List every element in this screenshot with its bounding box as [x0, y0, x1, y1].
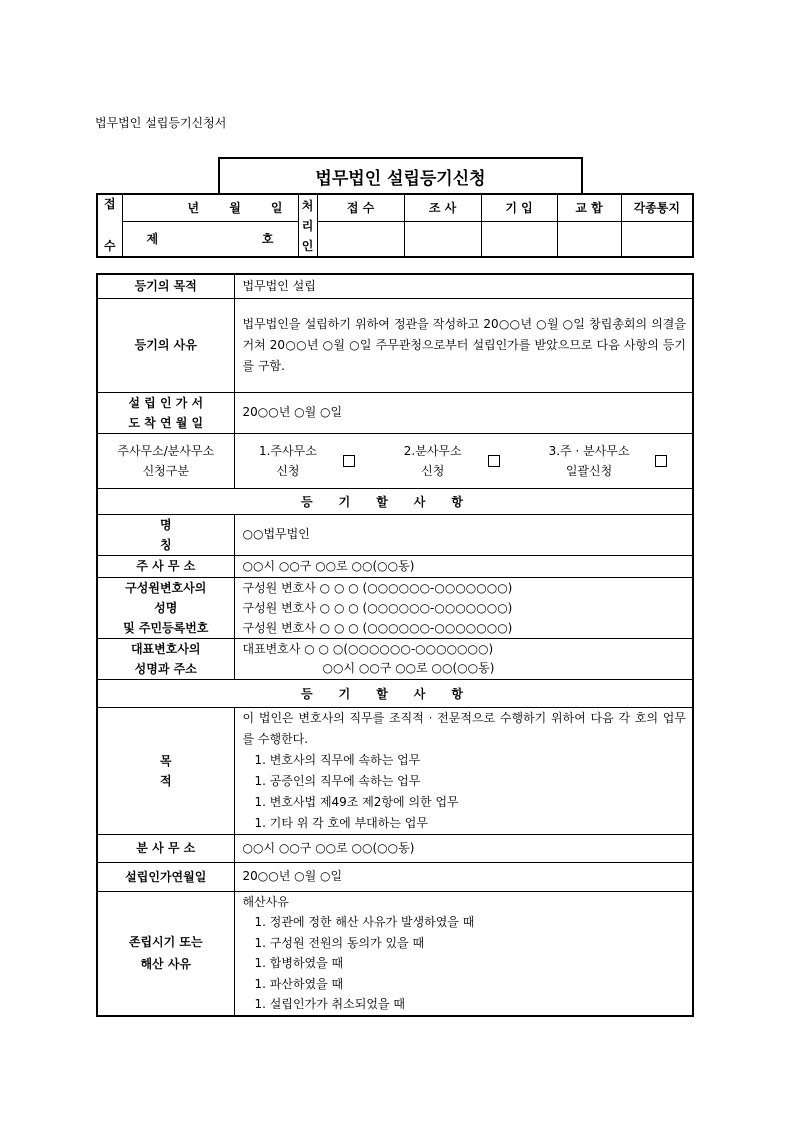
arrival-label-line: 설 립 인 가 서 [128, 395, 204, 410]
arrival-value[interactable]: 20○○년 ○월 ○일 [234, 392, 693, 433]
dissolution-item: 1. 파산하였을 때 [254, 976, 344, 991]
purpose-value[interactable]: 법무법인 설립 [234, 274, 693, 298]
number-suffix: 호 [261, 232, 274, 247]
number-prefix: 제 [146, 232, 159, 247]
col-notice: 각종통지 [621, 194, 693, 221]
dissolution-item: 1. 정관에 정한 해산 사유가 발생하였을 때 [254, 915, 475, 929]
purpose-label: 등기의 목적 [97, 274, 234, 298]
registration-table [96, 273, 694, 1017]
checkbox[interactable] [343, 455, 355, 467]
objective-item: 1. 변호사의 직무에 속하는 업무 [254, 752, 421, 767]
processor-char: 인 [301, 238, 314, 253]
objective-value[interactable] [234, 707, 693, 834]
members-label-line: 구성원변호사의 [125, 580, 207, 595]
option-label: 2.분사무소 [403, 443, 462, 458]
approval-value[interactable]: 20○○년 ○월 ○일 [234, 862, 693, 891]
rep-address: ○○시 ○○구 ○○로 ○○(○○동) [322, 660, 495, 675]
col-receipt: 접 수 [317, 194, 404, 221]
option-main-office[interactable] [259, 441, 355, 481]
office-type-label [97, 433, 234, 488]
branch-value[interactable]: ○○시 ○○구 ○○로 ○○(○○동) [234, 834, 693, 862]
option-label: 일괄신청 [565, 463, 613, 478]
dissolution-label [97, 891, 234, 1016]
rep-name: 대표변호사 ○ ○ ○(○○○○○○-○○○○○○○) [242, 641, 494, 656]
section-heading-2: 등기할사항 [97, 679, 693, 707]
rep-label [97, 638, 234, 679]
date-day: 일 [270, 201, 283, 216]
dissolution-label-line: 해산 사유 [140, 957, 192, 971]
entry-cell[interactable] [481, 221, 557, 257]
approval-label: 설립인가연월일 [97, 862, 234, 891]
office-type-label-line: 신청구분 [142, 463, 189, 478]
name-label: 명 칭 [97, 514, 234, 555]
option-label: 신청 [421, 463, 445, 478]
office-type-label-line: 주사무소/분사무소 [117, 443, 215, 458]
main-office-label: 주 사 무 소 [97, 555, 234, 577]
reason-label: 등기의 사유 [97, 298, 234, 392]
member-entry: 구성원 변호사 ○ ○ ○ (○○○○○○-○○○○○○○) [242, 580, 513, 595]
receipt-table [96, 193, 694, 258]
verify-cell[interactable] [557, 221, 621, 257]
option-label: 신청 [276, 463, 300, 478]
members-label [97, 577, 234, 638]
option-label: 1.주사무소 [258, 443, 317, 458]
rep-label-line: 대표변호사의 [130, 641, 201, 656]
rep-label-line: 성명과 주소 [134, 661, 197, 676]
dissolution-item: 1. 합병하였을 때 [254, 956, 344, 970]
member-entry: 구성원 변호사 ○ ○ ○ (○○○○○○-○○○○○○○) [242, 600, 513, 615]
receipt-label-bottom: 수 [103, 239, 116, 253]
col-entry: 기 입 [481, 194, 557, 221]
arrival-label [97, 392, 234, 433]
processor-char: 처 [301, 198, 314, 213]
office-type-options [234, 433, 693, 488]
section-heading: 등기할사항 [97, 488, 693, 514]
members-value[interactable] [234, 577, 693, 638]
document-caption: 법무법인 설립등기신청서 [95, 116, 227, 130]
col-verify: 교 합 [557, 194, 621, 221]
checkbox[interactable] [655, 455, 667, 467]
option-label: 3.주 · 분사무소 [548, 443, 630, 458]
date-month: 월 [229, 201, 241, 216]
receipt-number[interactable] [122, 221, 298, 257]
dissolution-label-line: 존립시기 또는 [128, 935, 203, 949]
members-label-line: 성명 [154, 600, 178, 615]
processor-char: 리 [301, 218, 314, 233]
name-value[interactable]: ○○법무법인 [234, 514, 693, 555]
rep-value[interactable] [234, 638, 693, 679]
member-entry: 구성원 변호사 ○ ○ ○ (○○○○○○-○○○○○○○) [242, 620, 513, 635]
dissolution-item: 1. 설립인가가 취소되었을 때 [254, 997, 405, 1011]
objective-item: 1. 기타 위 각 호에 부대하는 업무 [254, 815, 428, 830]
col-review: 조 사 [404, 194, 481, 221]
form-title: 법무법인 설립등기신청 [218, 157, 583, 194]
receipt-label-top: 접 [103, 197, 116, 211]
review-cell[interactable] [404, 221, 481, 257]
reason-value[interactable]: 법무법인을 설립하기 위하여 정관을 작성하고 20○○년 ○월 ○일 창립총회의 의결을 거쳐 20○○년 ○월 ○일 주무관청으로부터 설립인가를 받았으므로 다음 사항의 등기를 구함. [234, 298, 693, 392]
main-office-value[interactable]: ○○시 ○○구 ○○로 ○○(○○동) [234, 555, 693, 577]
option-branch-office[interactable] [404, 441, 500, 481]
dissolution-value[interactable] [234, 891, 693, 1016]
objective-item: 1. 변호사법 제49조 제2항에 의한 업무 [254, 794, 459, 809]
receipt-label [97, 194, 122, 257]
objective-label: 목 적 [97, 707, 234, 834]
receipt-date[interactable] [122, 194, 298, 221]
processor-label [298, 194, 317, 257]
checkbox[interactable] [488, 455, 500, 467]
branch-label: 분 사 무 소 [97, 834, 234, 862]
objective-item: 1. 공증인의 직무에 속하는 업무 [254, 773, 421, 788]
arrival-label-line: 도 착 연 월 일 [128, 415, 204, 430]
receipt-cell[interactable] [317, 221, 404, 257]
dissolution-heading: 해산사유 [242, 894, 289, 909]
dissolution-item: 1. 구성원 전원의 동의가 있을 때 [254, 935, 425, 950]
members-label-line: 및 주민등록번호 [123, 620, 209, 635]
date-year: 년 [187, 201, 200, 216]
option-both-offices[interactable] [549, 441, 668, 481]
objective-intro: 이 법인은 변호사의 직무를 조직적 · 전문적으로 수행하기 위하여 다음 각 호의 업무를 수행한다. [242, 710, 686, 746]
notice-cell[interactable] [621, 221, 693, 257]
